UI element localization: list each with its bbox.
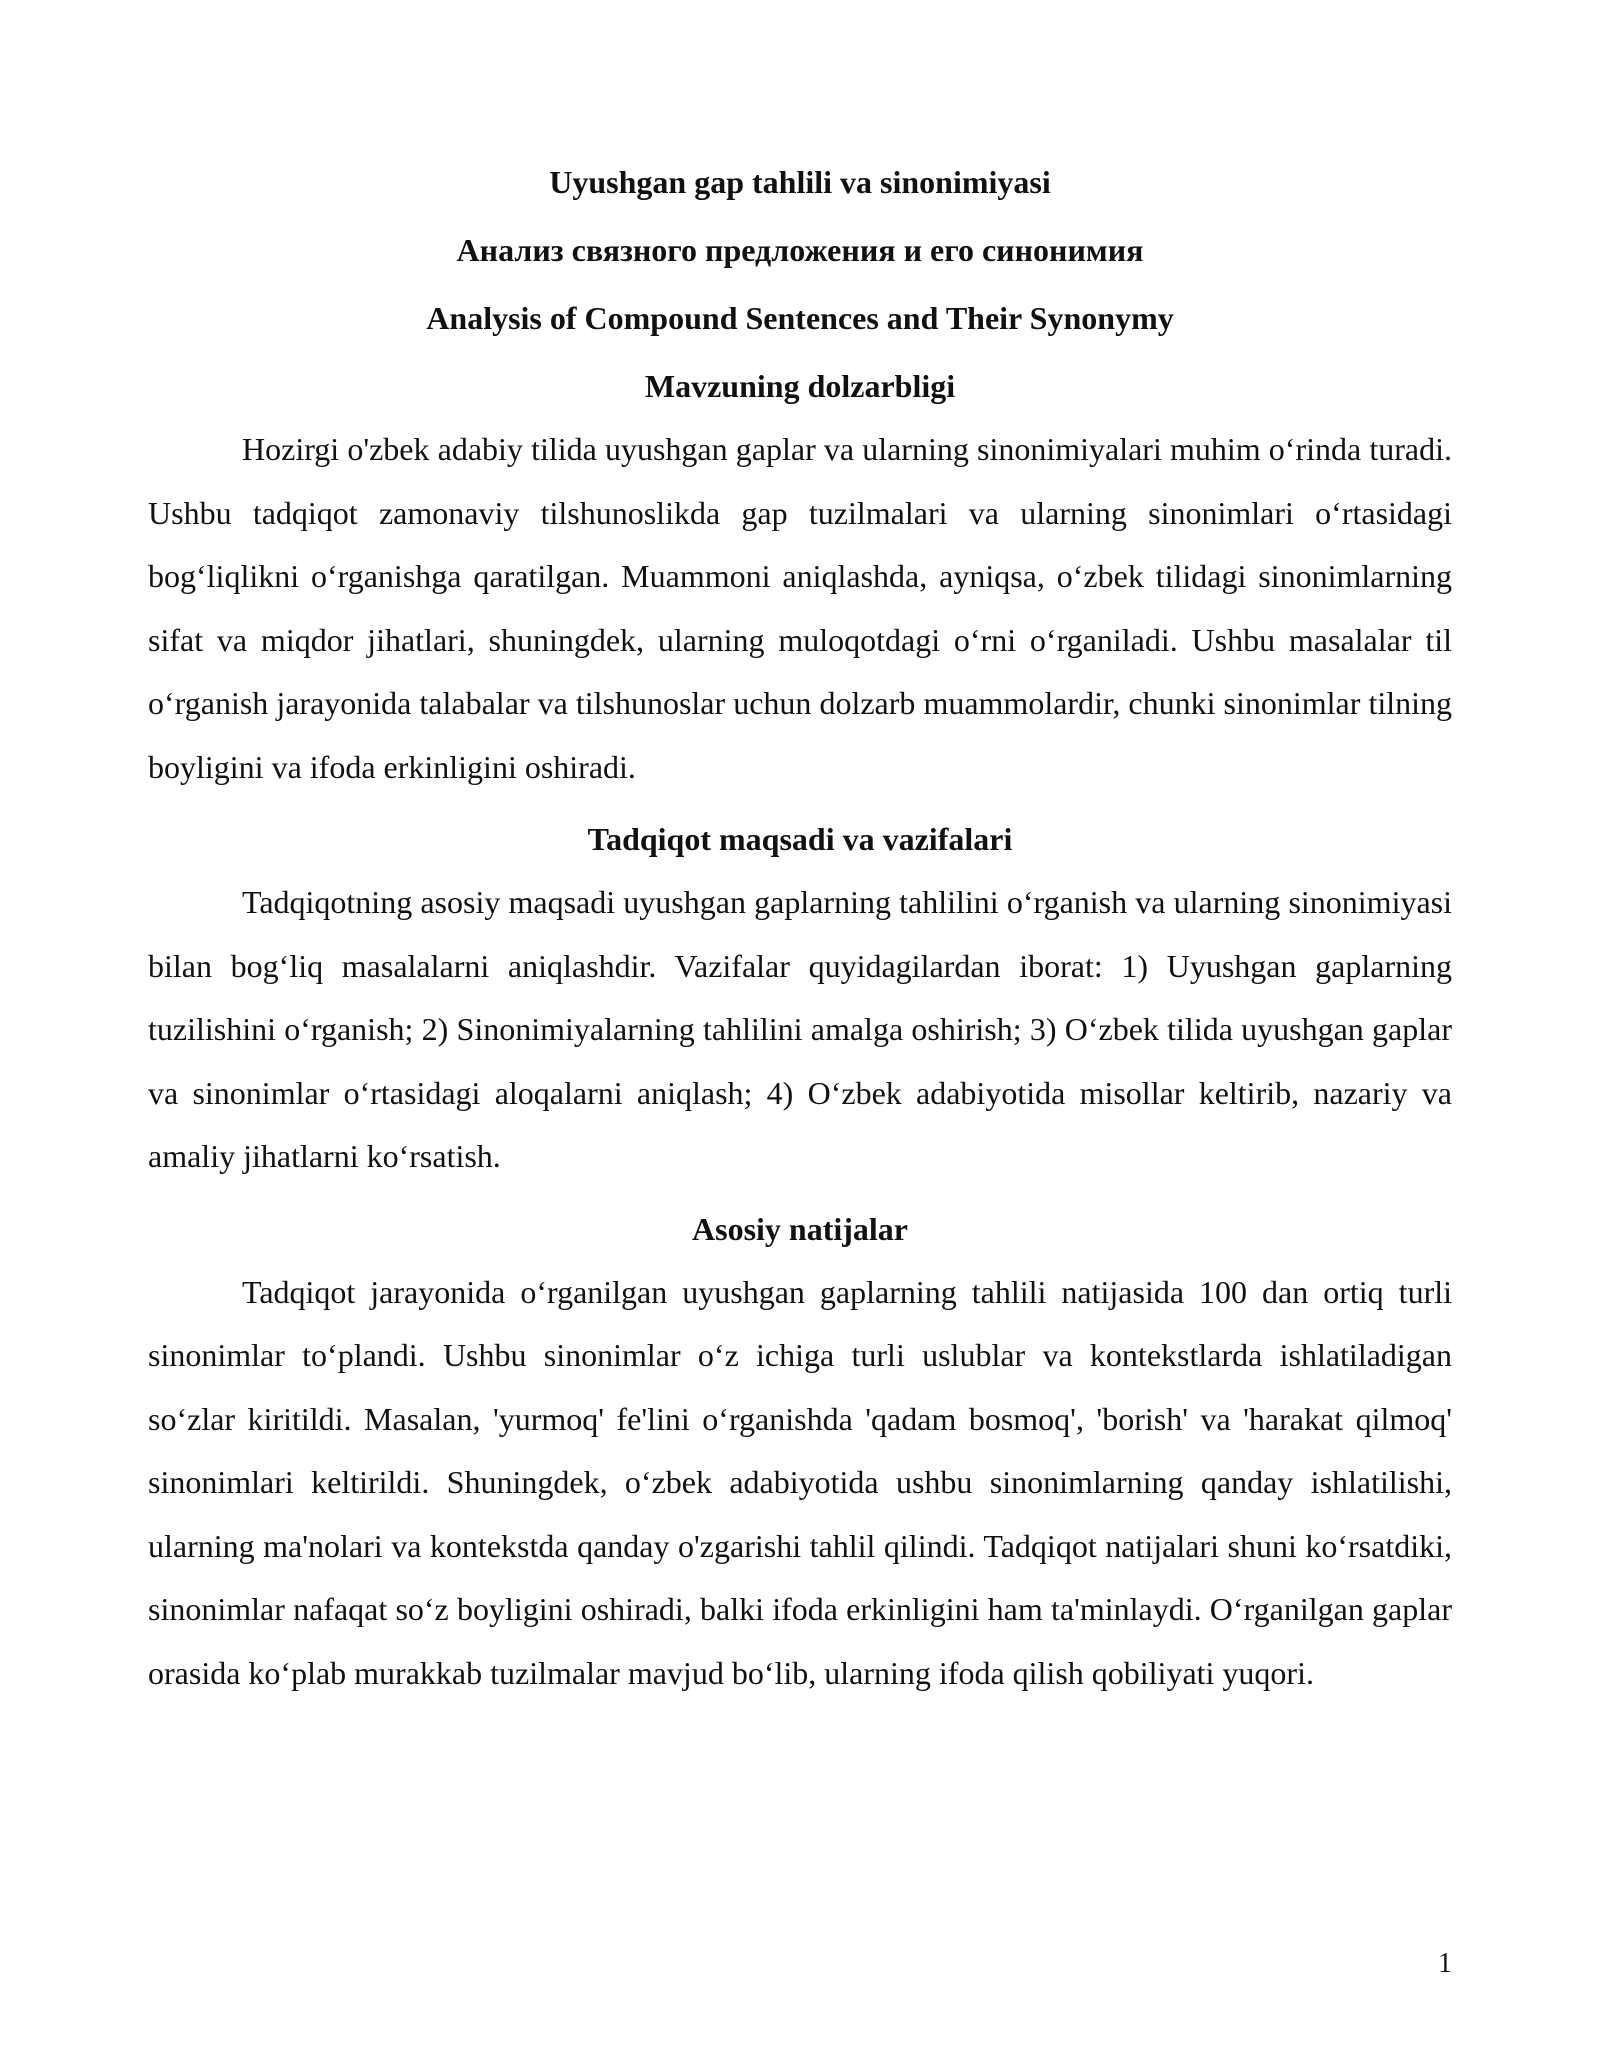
- section-body-results: Tadqiqot jarayonida o‘rganilgan uyushgan gaplarning tahlili natijasida 100 dan ortiq turli sinonimlar to‘plandi. Ushbu sinonimlar o‘z ichiga turli uslublar va kontekstlarda ishlatiladigan so‘zlar kiritildi. Masalan, 'yurmoq' fe'lini o‘rganishda 'qadam bosmoq', 'borish' va 'harakat qilmoq' sinonimlari keltirildi. Shuningdek, o‘zbek adabiyotida ushbu sinonimlarning qanday ishlatilishi, ularning ma'nolari va kontekstda qanday o'zgarishi tahlil qilindi. Tadqiqot natijalari shuni ko‘rsatdiki, sinonimlar nafaqat so‘z boyligini oshiradi, balki ifoda erkinligini ham ta'minlaydi. O‘rganilgan gaplar orasida ko‘plab murakkab tuzilmalar mavjud bo‘lib, ularning ifoda qilish qobiliyati yuqori.: [148, 1273, 1452, 1691]
- section-body-goals: Tadqiqotning asosiy maqsadi uyushgan gaplarning tahlilini o‘rganish va ularning sinonimiyasi bilan bog‘liq masalalarni aniqlashdir. Vazifalar quyidagilardan iborat: 1) Uyushgan gaplarning tuzilishini o‘rganish; 2) Sinonimiyalarning tahlilini amalga oshirish; 3) O‘zbek tilida uyushgan gaplar va sinonimlar o‘rtasidagi aloqalarni aniqlash; 4) O‘zbek adabiyotida misollar keltirib, nazariy va amaliy jihatlarni ko‘rsatish.: [148, 884, 1452, 1174]
- section-heading-relevance: Mavzuning dolzarbligi: [644, 368, 956, 404]
- title-english: Analysis of Compound Sentences and Their Synonymy: [426, 300, 1174, 336]
- page-number: 1: [1438, 1948, 1452, 1979]
- section-body-relevance: Hozirgi o'zbek adabiy tilida uyushgan gaplar va ularning sinonimiyalari muhim o‘rinda turadi. Ushbu tadqiqot zamonaviy tilshunoslikda gap tuzilmalari va ularning sinonimlari o‘rtasidagi bog‘liqlikni o‘rganishga qaratilgan. Muammoni aniqlashda, ayniqsa, o‘zbek tilidagi sinonimlarning sifat va miqdor jihatlari, shuningdek, ularning muloqotdagi o‘rni o‘rganiladi. Ushbu masalalar til o‘rganish jarayonida talabalar va tilshunoslar uchun dolzarb muammolardir, chunki sinonimlar tilning boyligini va ifoda erkinligini oshiradi.: [148, 431, 1452, 785]
- title-russian: Анализ связного предложения и его синонимия: [456, 232, 1144, 268]
- section-heading-results: Asosiy natijalar: [692, 1210, 908, 1247]
- title-uzbek: Uyushgan gap tahlili va sinonimiyasi: [549, 164, 1051, 200]
- document-page: [148, 148, 1452, 1705]
- section-heading-goals: Tadqiqot maqsadi va vazifalari: [587, 821, 1013, 857]
